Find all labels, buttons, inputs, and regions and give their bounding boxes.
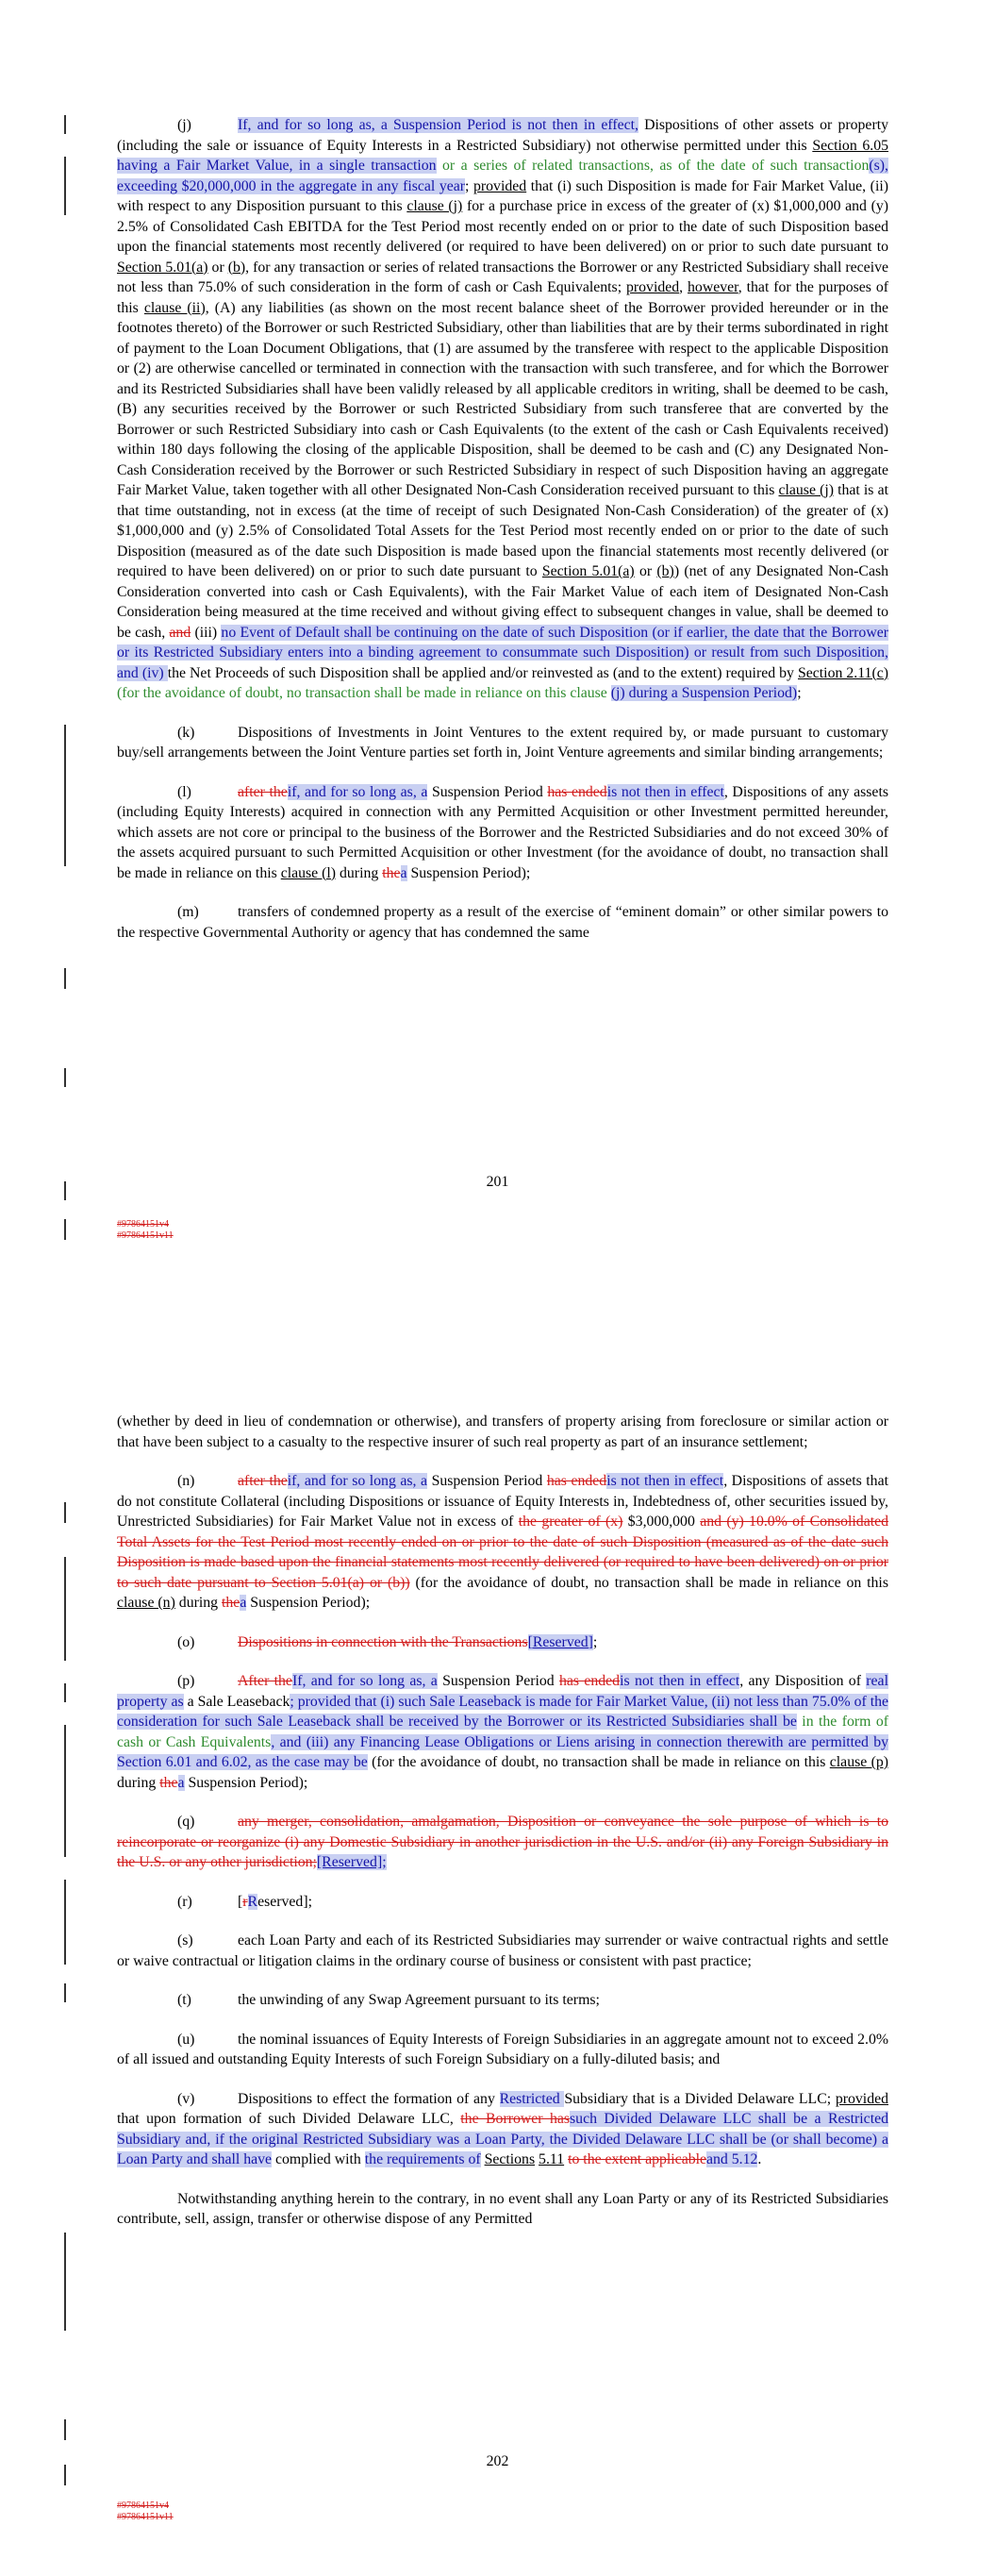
page-body	[117, 115, 888, 962]
clause-p: (p) After theIf, and for so long as, a Suspension Period has endedis not then in effect, any Disposition of real property as a Sale Leaseback; provided that (i) such Sale Leaseback is made for Fair Market Value, (ii) not less than 75.0% of the consideration for such Sale Leaseback shall be received by the Borrower or its Restricted Subsidiaries shall be in the form of cash or Cash Equivalents, and (iii) any Financing Lease Obligations or Liens arising in connection therewith are permitted by Section 6.01 and 6.02, as the case may be (for the avoidance of doubt, no transaction shall be made in reliance on this clause (p) during thea Suspension Period);	[117, 1673, 888, 1791]
doc-id: #97864151v4	[117, 1219, 169, 1229]
doc-id: #97864151v11	[117, 2512, 174, 2522]
clause-m-continued: (whether by deed in lieu of condemnation or otherwise), and transfers of property arising from foreclosure or similar action or that have been subject to a casualty to the respective insurer of such real property as part of an insurance settlement;	[117, 1413, 888, 1450]
page-201	[0, 0, 995, 1264]
doc-id: #97864151v4	[117, 2501, 169, 2511]
change-bar	[64, 968, 66, 989]
clause-j: (j) If, and for so long as, a Suspension Period is not then in effect, Dispositions of other assets or property (including the sale or issuance of Equity Interests in a Restricted Subsidiary) not otherwise permitted under this Section 6.05 having a Fair Market Value, in a single transaction or a series of related transactions, as of the date of such transaction(s), exceeding $20,000,000 in the aggregate in any fiscal year; provided that (i) such Disposition is made for Fair Market Value, (ii) with respect to any Disposition pursuant to this clause (j) for a purchase price in excess of the greater of (x) $1,000,000 and (y) 2.5% of Consolidated Cash EBITDA for the Test Period most recently ended on or prior to the date of such Disposition based upon the financial statements most recently delivered (or required to have been delivered) on or prior to such date pursuant to Section 5.01(a) or (b), for any transaction or series of related transactions the Borrower or any Restricted Subsidiary shall receive not less than 75.0% of such consideration in the form of cash or Cash Equivalents; provided, however, that for the purposes of this clause (ii), (A) any liabilities (as shown on the most recent balance sheet of the Borrower provided hereunder or in the footnotes thereto) of the Borrower or such Restricted Subsidiary, other than liabilities that are by their terms subordinated in right of payment to the Loan Document Obligations, that (1) are assumed by the transferee with respect to the applicable Disposition or (2) are otherwise cancelled or terminated in connection with the transaction with such transferee, and for which the Borrower and its Restricted Subsidiaries shall have been validly released by all applicable creditors in writing, shall be deemed to be cash, (B) any securities received by the Borrower or such Restricted Subsidiary from such transferee that are converted by the Borrower or such Restricted Subsidiary into cash or Cash Equivalents (to the extent of the cash or Cash Equivalents received) within 180 days following the closing of the applicable Disposition, shall be deemed to be cash and (C) any Designated Non-Cash Consideration received by the Borrower or such Restricted Subsidiary in respect of such Disposition having an aggregate Fair Market Value, taken together with all other Designated Non-Cash Consideration received pursuant to this clause (j) that is at that time outstanding, not in excess (at the time of receipt of such Designated Non-Cash Consideration) of the greater of (x) $1,000,000 and (y) 2.5% of Consolidated Total Assets for the Test Period most recently ended on or prior to the date of such Disposition (measured as of the date such Disposition is made based upon the financial statements most recently delivered (or required to have been delivered) on or prior to such date pursuant to Section 5.01(a) or (b)) (net of any Designated Non-Cash Consideration converted into cash or Cash Equivalents), with the Fair Market Value of each item of Designated Non-Cash Consideration being measured at the time received and without giving effect to subsequent changes in value, shall be deemed to be cash, and (iii) no Event of Default shall be continuing on the date of such Disposition (or if earlier, the date that the Borrower or its Restricted Subsidiary enters into a binding agreement to consummate such Disposition) or result from such Disposition, and (iv) the Net Proceeds of such Disposition shall be applied and/or reinvested as (and to the extent) required by Section 2.11(c) (for the avoidance of doubt, no transaction shall be made in reliance on this clause (j) during a Suspension Period);	[117, 117, 889, 701]
doc-id: #97864151v11	[117, 1230, 174, 1241]
clause-q: (q) any merger, consolidation, amalgamation, Disposition or conveyance the sole purpose of which is to reincorporate or reorganize (i) any Domestic Subsidiary in another jurisdiction in the U.S. and/or (ii) any Foreign Subsidiary in the U.S. or any other jurisdiction;[Reserved];	[117, 1814, 888, 1870]
change-bar	[64, 1219, 66, 1240]
clause-t: (t) the unwinding of any Swap Agreement pursuant to its terms;	[177, 1992, 600, 2008]
clause-s: (s) each Loan Party and each of its Restricted Subsidiaries may surrender or waive contractual rights and settle or waive contractual or litigation claims in the ordinary course of business or consistent with past practice;	[117, 1932, 888, 1969]
page-body	[117, 1412, 888, 2249]
closing-paragraph: Notwithstanding anything herein to the contrary, in no event shall any Loan Party or any of its Restricted Subsidiaries contribute, sell, assign, transfer or otherwise dispose of any Permitted	[117, 2190, 888, 2227]
change-bar	[64, 725, 66, 866]
change-bar	[64, 1725, 66, 1857]
clause-v: (v) Dispositions to effect the formation of any Restricted Subsidiary that is a Divided Delaware LLC; provided that upon formation of such Divided Delaware LLC, the Borrower hassuch Divided Delaware LLC shall be a Restricted Subsidiary and, if the original Restricted Subsidiary was a Loan Party, the Divided Delaware LLC shall be (or shall become) a Loan Party and shall have complied with the requirements of Sections 5.11 to the extent applicableand 5.12.	[117, 2090, 888, 2167]
clause-l: (l) after theif, and for so long as, a Suspension Period has endedis not then in effect, Dispositions of any assets (including Equity Interests) acquired in connection with any Permitted Acquisition or other Investment permitted hereunder, which assets are not core or principal to the business of the Borrower and the Restricted Subsidiaries and do not exceed 30% of the assets acquired pursuant to such Permitted Acquisition or other Investment (for the avoidance of doubt, no transaction shall be made in reliance on this clause (l) during thea Suspension Period);	[117, 783, 888, 881]
change-bar	[64, 1502, 66, 1523]
clause-u: (u) the nominal issuances of Equity Interests of Foreign Subsidiaries in an aggregate amount not to exceed 2.0% of all issued and outstanding Equity Interests of such Foreign Subsidiary on a fully-diluted basis; and	[117, 2031, 888, 2067]
clause-k: (k) Dispositions of Investments in Joint Ventures to the extent required by, or made pursuant to customary buy/sell arrangements between the Joint Venture parties set forth in, Joint Venture agreements and similar binding arrangements;	[117, 724, 888, 761]
page-202	[0, 1359, 995, 2576]
change-bar	[64, 1983, 66, 2002]
change-bar	[64, 2419, 66, 2440]
change-bar	[64, 157, 66, 215]
page-number: 201	[486, 1174, 509, 1190]
change-bar	[64, 2233, 66, 2331]
clause-r: (r) [rReserved];	[177, 1893, 312, 1910]
clause-o: (o) Dispositions in connection with the Transactions[Reserved];	[177, 1633, 598, 1650]
clause-m: (m) transfers of condemned property as a result of the exercise of “eminent domain” or other similar powers to the respective Governmental Authority or agency that has condemned the same	[117, 904, 888, 941]
change-bar	[64, 1683, 66, 1702]
page-number: 202	[486, 2453, 509, 2469]
change-bar	[64, 1557, 66, 1661]
change-bar	[64, 1880, 66, 1965]
change-bar	[64, 115, 66, 134]
change-bar	[64, 1068, 66, 1087]
clause-n: (n) after theif, and for so long as, a Suspension Period has endedis not then in effect, Dispositions of assets that do not constitute Collateral (including Dispositions or issuance of Equity Interests in, Indebtedness of, other securities issued by, Unrestricted Subsidiaries) for Fair Market Value not in excess of the greater of (x) $3,000,000 and (y) 10.0% of Consolidated Total Assets for the Test Period most recently ended on or prior to the date of such Disposition (measured as of the date such Disposition is made based upon the financial statements most recently delivered (or required to have been delivered) on or prior to such date pursuant to Section 5.01(a) or (b)) (for the avoidance of doubt, no transaction shall be made in reliance on this clause (n) during thea Suspension Period);	[117, 1473, 889, 1611]
